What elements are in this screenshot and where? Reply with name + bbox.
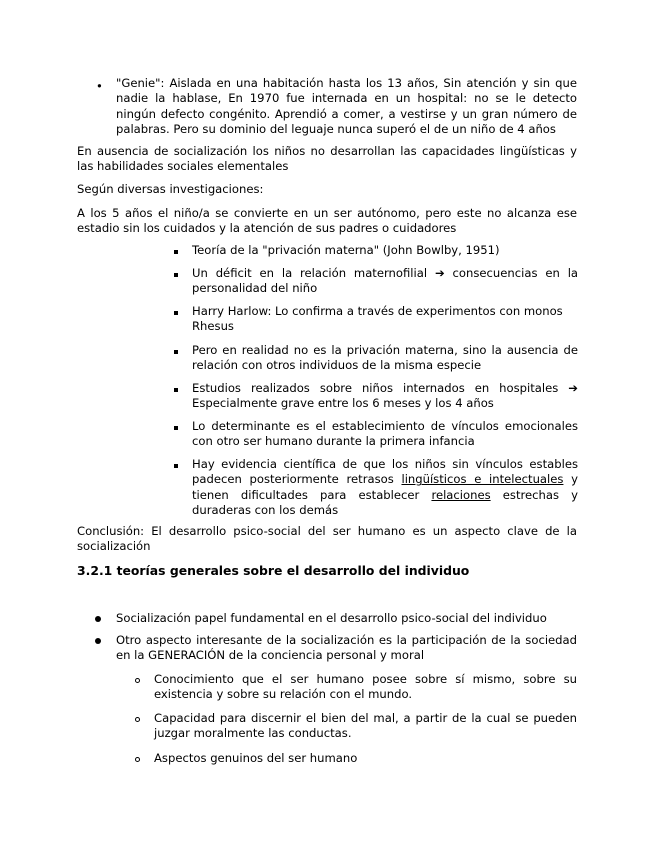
research-item-privacion: Pero en realidad no es la privación materna, sino la ausencia de relación con otros individuos de la misma especie xyxy=(192,343,578,373)
evidencia-link-relaciones[interactable]: relaciones xyxy=(431,487,491,502)
main-item-otro-aspecto: Otro aspecto interesante de la socialización es la participación de la sociedad en la GENERACIÓN de la conciencia personal y moral xyxy=(116,633,577,663)
deficit-text-b: consecuencias en la personalidad del niño xyxy=(192,266,579,296)
sub-item-capacidad: Capacidad para discernir el bien del mal, a partir de la cual se pueden juzgar moralmente las conductas. xyxy=(154,711,577,741)
research-item-harlow: Harry Harlow: Lo confirma a través de experimentos con monos Rhesus xyxy=(192,304,563,334)
paragraph-conclusion: Conclusión: El desarrollo psico-social del ser humano es un aspecto clave de la socialización xyxy=(77,524,577,554)
evidencia-text-a: Hay evidencia científica de que los niños sin vínculos estables padecen posteriormente retrasos xyxy=(192,457,578,487)
evidencia-link-linguisticos[interactable]: lingüísticos e intelectuales xyxy=(401,472,564,487)
arrow-right-icon: ➔ xyxy=(568,381,579,395)
circle-bullet xyxy=(135,757,140,762)
paragraph-cinco-anos: A los 5 años el niño/a se convierte en un ser autónomo, pero este no alcanza ese estadio sin los cuidados y la atención de sus padres o cuidadores xyxy=(77,206,577,236)
paragraph-ausencia: En ausencia de socialización los niños no desarrollan las capacidades lingüísticas y las habilidades sociales elementales xyxy=(77,144,577,174)
bullet-marker xyxy=(95,638,101,644)
square-bullet xyxy=(174,426,178,430)
bullet-marker xyxy=(95,616,101,622)
circle-bullet xyxy=(135,717,140,722)
evidencia-text-b: y tienen dificultades para establecer xyxy=(192,472,579,502)
deficit-text-a: Un déficit en la relación maternofilial xyxy=(192,266,428,280)
square-bullet xyxy=(174,311,178,315)
square-bullet xyxy=(174,350,178,354)
circle-bullet xyxy=(135,678,140,683)
bullet-marker: • xyxy=(96,79,103,93)
sub-item-conocimiento: Conocimiento que el ser humano posee sobre sí mismo, sobre su existencia y sobre su relación con el mundo. xyxy=(154,672,577,702)
paragraph-segun: Según diversas investigaciones: xyxy=(77,182,264,196)
research-item-evidencia xyxy=(192,457,578,519)
estudios-text-a: Estudios realizados sobre niños internados en hospitales xyxy=(192,381,559,395)
genie-paragraph: "Genie": Aislada en una habitación hasta los 13 años, Sin atención y sin que nadie la hablase, En 1970 fue internada en un hospital: no se le detecto ningún defecto congénito. Aprendió a comer, a vestirse y un gran número de palabras. Pero su dominio del leguaje nunca superó el de un niño de 4 años xyxy=(116,76,577,137)
arrow-right-icon: ➔ xyxy=(434,266,445,280)
main-item-socializacion: Socialización papel fundamental en el desarrollo psico-social del individuo xyxy=(116,611,547,625)
research-item-bowlby: Teoría de la "privación materna" (John Bowlby, 1951) xyxy=(192,243,500,257)
estudios-text-b: Especialmente grave entre los 6 meses y los 4 años xyxy=(192,396,494,411)
sub-item-aspectos: Aspectos genuinos del ser humano xyxy=(154,751,358,765)
square-bullet xyxy=(174,388,178,392)
research-item-determinante: Lo determinante es el establecimiento de vínculos emocionales con otro ser humano durante la primera infancia xyxy=(192,419,578,449)
square-bullet xyxy=(174,464,178,468)
research-item-deficit xyxy=(192,266,578,297)
square-bullet xyxy=(174,250,178,254)
research-item-estudios xyxy=(192,381,578,412)
square-bullet xyxy=(174,273,178,277)
section-heading: 3.2.1 teorías generales sobre el desarrollo del individuo xyxy=(77,563,470,578)
evidencia-text-c: estrechas y duraderas con los demás xyxy=(192,487,578,518)
